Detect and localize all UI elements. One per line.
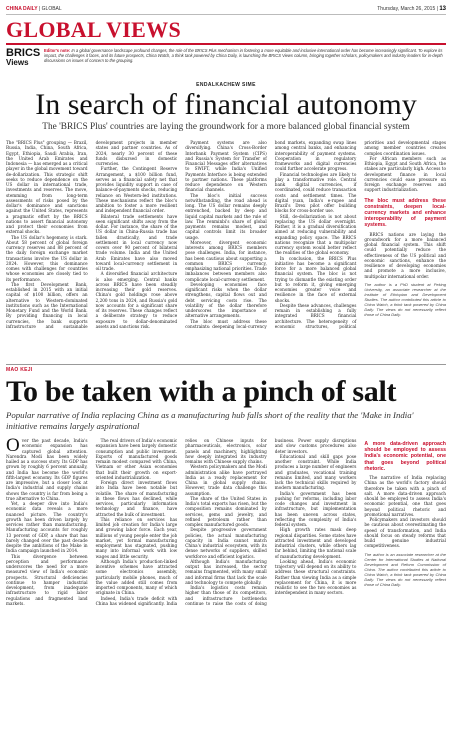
article1-paragraph: Further, the Contingent Reserve Arrangement, a $100 billion fund, serves as a financial safety net that provides liquidity support in case of balance-of-payments shocks, reducing reliance on Western-led institutions. These mechanisms reflect the bloc's ambition to foster a more resilient and independent financial order. [95, 166, 178, 214]
editor-note-text: In a global governance landscape profound changes, the role of the BRICS Plus mechanism in fostering a more equitable and inclusive international order has become increasingly significant. To explore its impact, the challenges it faces, and its future prospects, China Watch, a think tank powered by China Daily, is launching the BRICS Views column, bringing together scholars, policymakers and industry leaders for in-depth discussions on issues of concern to the grouping. [44, 48, 443, 64]
masthead-brand: CHINA DAILY [6, 6, 38, 12]
article2-paragraph: The real drivers of India's economic expansion have been largely domestic consumption and public investment. Exports of manufactured goods remain modest compared with China, Vietnam or other Asian economies that built their growth on export-oriented industrialization. [95, 438, 178, 480]
article2-paragraph: Although India's production-linked incentive schemes have attracted some electronics assembly, particularly mobile phones, much of the value added still comes from imported components, many of which originate in China. [95, 558, 178, 596]
article2-byline: MAO KEJI [6, 367, 33, 373]
article-divider [6, 364, 446, 365]
article1-deck: The 'BRICS Plus' countries are laying the groundwork for a more balanced global financial system [42, 122, 410, 132]
article1-paragraph: In conclusion, the BRICS Plus initiative has become a significant force for a more balanced global financial system. The bloc is not trying to dismantle the existing order but to reform it, giving emerging economies greater voice and resilience in the face of external shocks. [274, 255, 357, 303]
article2-paragraph: India's logistics costs remain higher than those of its competitors, and infrastructure bottlenecks continue to raise the costs of doing business. Power supply disruptions and slow customs procedures also deter investors. [185, 438, 357, 606]
editor-note-label: Editor's note: [44, 48, 71, 53]
article2-paragraph: Although India's manufacturing output has increased, the sector remains fragmented, with many small and informal firms that lack the scale and technology to compete globally. [185, 558, 267, 585]
page-number: 13 [439, 6, 446, 12]
article2-pull-quote: A more data-driven approach should be employed to assess India's economic potential, one that goes beyond political rhetoric. [364, 441, 446, 472]
article1-paragraph: Bilateral trade settlements have seen significant shifts away from the dollar. For instance, the share of the US dollar in China-Russia trade has fallen drastically, and trade settlement in local currency now covers over 90 percent of bilateral trade volume. India and the United Arab Emirates have also moved toward local-currency settlement in oil trade. [95, 213, 178, 271]
article2-paragraph: Despite progressive government policies, the actual manufacturing capacity in India cannot match China's industrial ecosystem, with its dense networks of suppliers, skilled workforce and efficient logistics. [185, 527, 267, 559]
brics-logo-main: BRICS [6, 47, 41, 59]
article1-paragraph: The first Development Bank, established in 2015 with an initial capital of $100 billion, offers an alternative to Western-dominated institutions such as the International Monetary Fund and the World Bank. By providing financing in local currencies, the bank supports infrastructure and sustainable development projects in member states and partner countries. As of 2024, nearly 30 percent of these funds disbursed in domestic currencies. [6, 140, 178, 329]
masthead [6, 3, 446, 15]
article1-paragraph: Financial technologies are likely to play a transformative role. Central bank digital currencies, if coordinated, could reduce transaction costs and settlement times. The digital yuan, India's e-rupee and Brazil's Drex pilot offer building blocks for cross-border use. [274, 171, 357, 214]
article2-author-bio: The author is an associate researcher at the Center for International Studies at National Development and Reform Commission of China. The author contributed this article to China Watch, a think tank powered by China Daily. The views do not necessarily reflect those of China Daily. [364, 551, 446, 587]
section-title: GLOBAL VIEWS [6, 17, 181, 42]
masthead-right: Thursday, March 26, 2015 | 13 [377, 6, 446, 12]
article1-paragraph: Payment systems are also diversifying. China's Cross-Border Interbank Payment System (CIPS) and Russia's System for Transfer of Financial Messages offer alternatives to SWIFT, while India's Unified Payments Interface is being extended to partner nations. These platforms reduce dependence on Western financial channels. [185, 140, 267, 193]
article1-paragraph: Despite these advances, challenges remain in establishing a fully integrated BRICS financial architecture. The heterogeneity of economic structures, political priorities and developmental stages among member countries creates complex coordination issues. [274, 140, 446, 329]
article1-paragraph: Moreover, divergent economic interests among BRICS members pose challenges. India, for instance, has been cautious about supporting a common BRICS currency, emphasizing national priorities. Trade imbalances between members also complicate local-currency settlement. [185, 239, 267, 282]
masthead-section: | GLOBAL [37, 6, 62, 12]
article1-byline: ENDALKACHEW SIME [196, 82, 256, 88]
masthead-left [6, 6, 62, 12]
article2-headline: To be taken with a pinch of salt [6, 375, 397, 408]
article2-paragraph: This reliance on services has limited job creation for India's large and growing labor force. Each year, millions of young people enter the job market, yet formal manufacturing employment has stagnated, pushing many into informal work with low wages and little security. [95, 516, 178, 559]
article2-paragraph: Educational and skill gaps pose another constraint. While India produces a large number of engineers and graduates, vocational training remains limited, and many workers lack the technical skills required by modern manufacturing. [274, 453, 357, 491]
article1-paragraph: The "BRICS Plus" grouping — Brazil, Russia, India, China, South Africa, Egypt, Ethiopia, Saudi Arabia, Iran, the United Arab Emirates and Indonesia — has emerged as a critical player in the global movement toward de-dollarization. This strategic shift seeks to reduce dependence on the US dollar in international trade, investments and reserves. The move, stemming from long-term assessments of risks posed by the dollar's dominance and sanctions against the United States, represents a pragmatic effort by the BRICS nations to assert financial autonomy and protect their economies from external shocks. [6, 140, 88, 235]
article1-paragraph: The US dollar's hegemony is stark. About 58 percent of global foreign currency reserves and 88 percent of the daily foreign exchange market transactions involve the US dollar in 2024. However, this dominance comes with challenges for countries whose economies are closely tied to its performance. [6, 234, 88, 282]
article1-headline: In search of financial autonomy [35, 88, 417, 121]
article1-pull-quote: The bloc must address these constraints, deepen local-currency markets and enhance interoperability of payment systems. [364, 197, 446, 229]
article2-paragraph: Indeed, India's trade deficit with China has widened significantly. India relies on Chinese inputs for pharmaceuticals, electronics, solar panels and machinery, highlighting how deeply integrated its industry remains with Chinese supply chains. [95, 438, 267, 606]
article1-paragraph: The bloc's initial success notwithstanding, the road ahead is long. The US dollar remains deeply entrenched, backed by deep and liquid capital markets and the rule of law. The renminbi's share of global payments remains modest, and capital controls limit its broader usage. [185, 192, 267, 240]
article2-paragraph: The share of the United States in India's total exports has risen, but the composition remains dominated by services, gems and jewelry, and refined petroleum rather than complex manufactured goods. [185, 495, 267, 527]
article1-author-bio: The author is a PhD student at Peking University, an associate researcher at the Institute of Ethiopian and Development Studies. The author contributed this article to China Watch, a think tank powered by China Daily. The views do not necessarily reflect those of China Daily. [364, 281, 446, 317]
article2-deck: Popular narrative of India replacing China as a manufacturing hub falls short of the reality that the 'Make in India' initiative remains largely aspirational [6, 410, 414, 431]
article2-body [6, 435, 446, 744]
article2-paragraph: India's government has been pushing for reforms, including labor code changes and investment in infrastructure, but implementation has been uneven across states, reflecting the complexity of India's federal system. [274, 490, 357, 527]
brics-logo-sub: Views [6, 58, 29, 67]
masthead-date: Thursday, March 26, 2015 [377, 6, 436, 12]
article2-paragraph [6, 435, 88, 501]
article2-paragraph: Foreign direct investment flows into India have been notable but volatile. The share of manufacturing in these flows has declined, while services, particularly information technology and finance, have attracted the bulk of investment. [95, 480, 178, 517]
article2-paragraph: Yet, a deeper dive into India's economic data reveals a more nuanced picture. The country's growth has been driven largely by services rather than manufacturing. Manufacturing accounts for roughly 13 percent of GDP, a share that has barely changed over the past decade despite the ambitions of the Make in India campaign launched in 2014. [6, 501, 88, 554]
article1-paragraph: The bloc must address these constraints: deepening local-currency bond markets, expanding swap lines among central banks, and enhancing interoperability of payment systems. Cooperation in regulatory frameworks and digital currencies could further accelerate progress. [185, 140, 357, 329]
section-rule [6, 43, 446, 45]
article1-paragraph: Developing economies face significant risks when the dollar strengthens, capital flows out and debt servicing costs rise. The volatility of the dollar therefore underscores the importance of alternative arrangements. [185, 281, 267, 319]
article2-paragraph: Western policymakers and the Modi administration alike have portrayed India as a ready replacement for China in global supply chains. However, trade data challenge this assumption. [185, 464, 267, 496]
article2-paragraph: High growth rates mask deep regional disparities. Some states have attracted investment and developed industrial clusters, while others lag far behind, limiting the national scale of manufacturing development. [274, 527, 357, 559]
article2-paragraph: This divergence between perception and performance underscores the need for a more measured view of India's economic prospects. Structural deficiencies continue to hamper industrial development, from inadequate infrastructure to rigid labor regulations and fragmented land markets. [6, 553, 88, 606]
article1-paragraph: Still, de-dollarization is not about replacing the US dollar overnight. Rather, it is a gradual diversification aimed at reducing vulnerability and expanding policy space. The BRICS nations recognize that a multipolar currency system would better reflect the realities of the global economy. [274, 213, 357, 256]
article1-paragraph: BRICS nations are laying the groundwork for a more balanced global financial system. This shift could potentially reduce the effectiveness of the US political and economic sanctions, enhance the resilience of developing economies and promote a more inclusive, multipolar international order. [364, 231, 446, 279]
article2-paragraph: The narrative of India replacing China as the world's factory should therefore be taken with a pinch of salt. A more data-driven approach should be employed to assess India's economic potential, one that goes beyond political rhetoric and promotional narratives. [364, 475, 446, 517]
drop-cap: O [6, 435, 20, 456]
article1-paragraph: For African members such as Ethiopia, Egypt and South Africa, the stakes are particularly high. Access to development finance in local currencies could ease pressure on foreign exchange reserves and support industrialization. [364, 155, 446, 193]
brics-views-logo [6, 48, 40, 68]
article1-body [6, 140, 446, 366]
article1-paragraph: A diversified financial architecture is also emerging. Central banks across BRICS have been steadily increasing their gold reserves. China's gold holdings rose above 2,200 tons in 2024, and Russia's gold now accounts for a significant share of its reserves. These changes reflect a deliberate strategy to reduce exposure to dollar-denominated assets and sanctions risk. [95, 271, 178, 329]
article2-paragraph-text: ver the past decade, India's economic expansion has captured global attention. Narendra Modi has been widely hailed as a success story. Its GDP has grown by roughly 6 percent annually, and India has become the world's fifth-largest economy. Its GDP figures are impressive, but a closer look at India's industrial and supply chains shows the country is far from being a true alternative to China. [6, 438, 88, 501]
editor-note [44, 48, 446, 64]
article2-paragraph: Looking ahead, India's economic trajectory will depend on its ability to address these structural constraints. Rather than viewing India as a simple replacement for China, it is more realistic to see the two economies as interdependent in many sectors. [274, 558, 357, 596]
article2-paragraph: Policymakers and investors should be cautious about overestimating the speed of transformation, and India should focus on steady reforms that build genuine industrial competitiveness. [364, 517, 446, 549]
